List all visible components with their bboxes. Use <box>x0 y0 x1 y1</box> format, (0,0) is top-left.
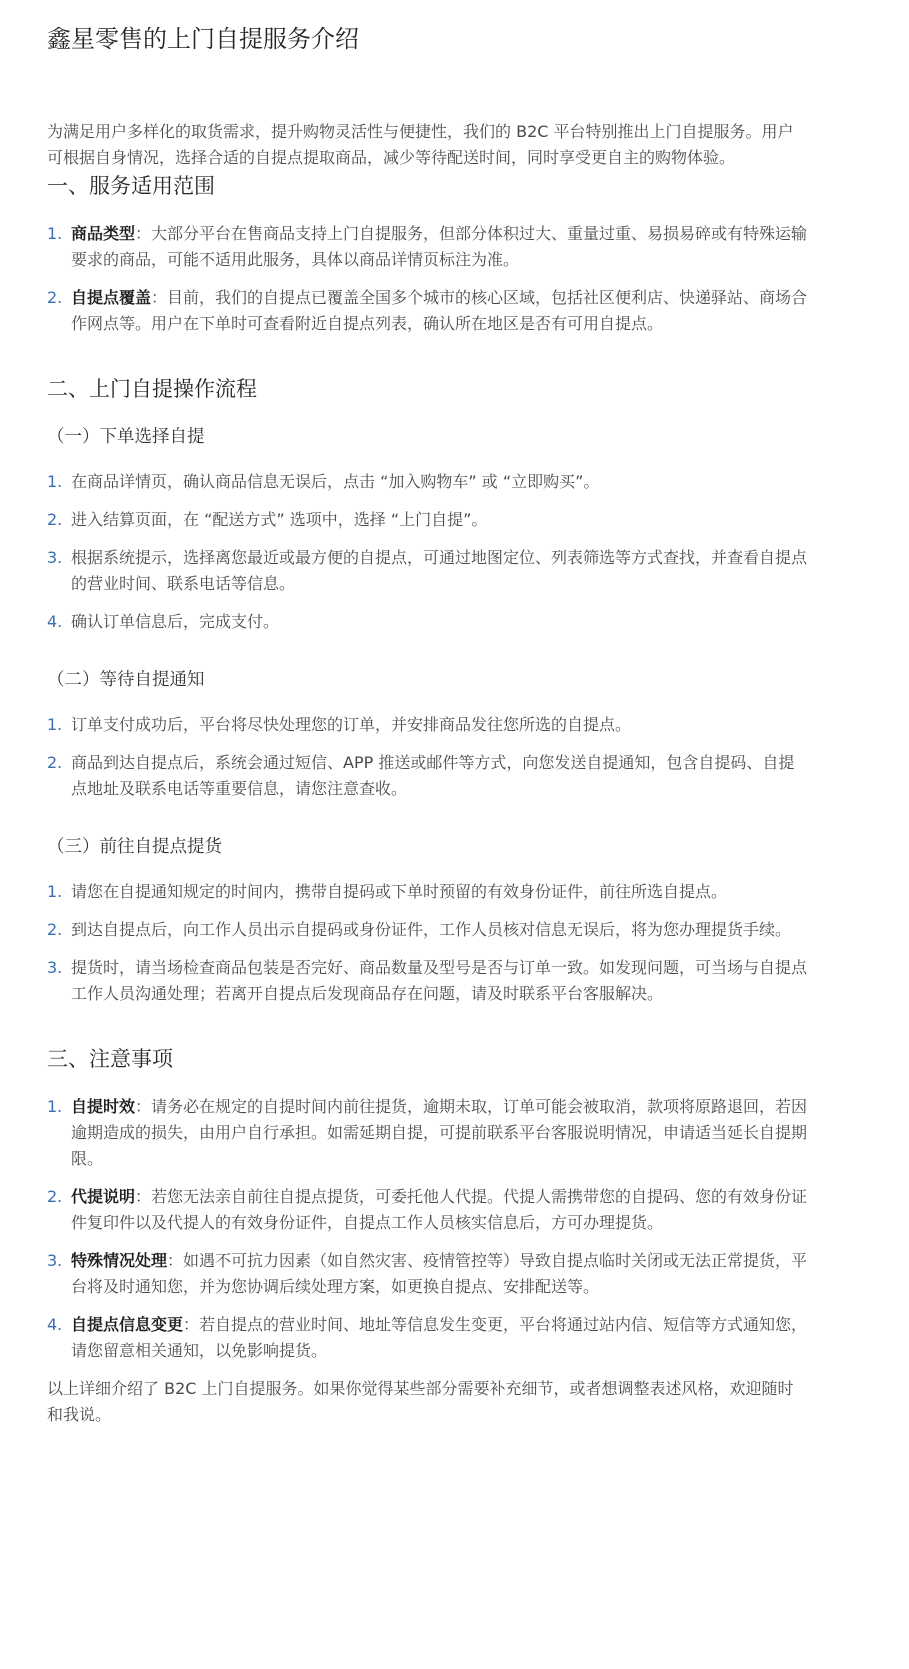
list-number: 1. <box>47 224 63 243</box>
list-number: 4. <box>47 612 63 631</box>
list-number: 3. <box>47 1251 63 1270</box>
list-number: 3. <box>47 958 63 977</box>
list-number: 1. <box>47 882 63 901</box>
list-number: 3. <box>47 548 63 567</box>
list-number: 2. <box>47 753 63 772</box>
list-text: 订单支付成功后，平台将尽快处理您的订单，并安排商品发往您所选的自提点。 <box>71 715 632 734</box>
subsection-heading-order: （一）下单选择自提 <box>47 427 205 447</box>
list-term: 自提时效 <box>71 1097 136 1116</box>
list-text: 进入结算页面，在 “配送方式” 选项中，选择 “上门自提”。 <box>71 510 488 529</box>
list-number: 4. <box>47 1315 63 1334</box>
list-number: 2. <box>47 1187 63 1206</box>
list-text: ：若您无法亲自前往自提点提货，可委托他人代提。代提人需携带您的自提码、您的有效身份证件复印件以及代提人的有效身份证件，自提点工作人员核实信息后，方可办理提货。 <box>71 1187 808 1232</box>
subsection-heading-notice: （二）等待自提通知 <box>47 670 205 690</box>
list-term: 特殊情况处理 <box>71 1251 168 1270</box>
list-item <box>47 879 809 905</box>
subsection-heading-pickup: （三）前往自提点提货 <box>47 837 222 857</box>
list-number: 1. <box>47 472 63 491</box>
list-text: ：大部分平台在售商品支持上门自提服务，但部分体积过大、重量过重、易损易碎或有特殊运输要求的商品，可能不适用此服务，具体以商品详情页标注为准。 <box>71 224 808 269</box>
list-term: 自提点信息变更 <box>71 1315 184 1334</box>
list-number: 2. <box>47 288 63 307</box>
notes-list <box>47 1094 809 1364</box>
list-text: ：目前，我们的自提点已覆盖全国多个城市的核心区域，包括社区便利店、快递驿站、商场合作网点等。用户在下单时可查看附近自提点列表，确认所在地区是否有可用自提点。 <box>71 288 808 333</box>
list-text: ：若自提点的营业时间、地址等信息发生变更，平台将通过站内信、短信等方式通知您，请您留意相关通知，以免影响提货。 <box>71 1315 808 1360</box>
notice-steps-list <box>47 712 809 802</box>
closing-paragraph: 以上详细介绍了 B2C 上门自提服务。如果你觉得某些部分需要补充细节，或者想调整表述风格，欢迎随时和我说。 <box>47 1379 794 1424</box>
list-text: 确认订单信息后，完成支付。 <box>71 612 280 631</box>
list-item <box>47 955 809 1007</box>
page-title: 鑫星零售的上门自提服务介绍 <box>47 25 359 53</box>
section-heading-notes: 三、注意事项 <box>47 1047 173 1071</box>
list-item <box>47 712 809 738</box>
list-item <box>47 1248 809 1300</box>
list-item <box>47 221 809 273</box>
list-item <box>47 507 809 533</box>
list-item <box>47 1312 809 1364</box>
list-number: 1. <box>47 715 63 734</box>
list-number: 1. <box>47 1097 63 1116</box>
list-item <box>47 545 809 597</box>
list-text: 提货时，请当场检查商品包装是否完好、商品数量及型号是否与订单一致。如发现问题，可当场与自提点工作人员沟通处理；若离开自提点后发现商品存在问题，请及时联系平台客服解决。 <box>71 958 808 1003</box>
scope-list <box>47 221 809 337</box>
list-text: 请您在自提通知规定的时间内，携带自提码或下单时预留的有效身份证件，前往所选自提点。 <box>71 882 728 901</box>
pickup-steps-list <box>47 879 809 1007</box>
order-steps-list <box>47 469 809 635</box>
list-item <box>47 1184 809 1236</box>
list-term: 商品类型 <box>71 224 136 243</box>
list-item <box>47 1094 809 1172</box>
intro-paragraph: 为满足用户多样化的取货需求，提升购物灵活性与便捷性，我们的 B2C 平台特别推出上门自提服务。用户可根据自身情况，选择合适的自提点提取商品，减少等待配送时间，同时享受更自主的购物体验。 <box>47 122 794 167</box>
list-text: ：如遇不可抗力因素（如自然灾害、疫情管控等）导致自提点临时关闭或无法正常提货，平台将及时通知您，并为您协调后续处理方案，如更换自提点、安排配送等。 <box>71 1251 808 1296</box>
list-text: 根据系统提示，选择离您最近或最方便的自提点，可通过地图定位、列表筛选等方式查找，并查看自提点的营业时间、联系电话等信息。 <box>71 548 808 593</box>
list-number: 2. <box>47 510 63 529</box>
list-item <box>47 609 809 635</box>
section-heading-scope: 一、服务适用范围 <box>47 174 215 198</box>
list-text: 在商品详情页，确认商品信息无误后，点击 “加入购物车” 或 “立即购买”。 <box>71 472 600 491</box>
list-item <box>47 469 809 495</box>
list-text: ：请务必在规定的自提时间内前往提货，逾期未取，订单可能会被取消，款项将原路退回，若因逾期造成的损失，由用户自行承担。如需延期自提，可提前联系平台客服说明情况，申请适当延长自提期限。 <box>71 1097 808 1168</box>
section-heading-process: 二、上门自提操作流程 <box>47 377 257 401</box>
list-item <box>47 917 809 943</box>
list-item <box>47 750 809 802</box>
list-text: 商品到达自提点后，系统会通过短信、APP 推送或邮件等方式，向您发送自提通知，包含自提码、自提点地址及联系电话等重要信息，请您注意查收。 <box>71 753 795 798</box>
list-term: 代提说明 <box>71 1187 136 1206</box>
list-text: 到达自提点后，向工作人员出示自提码或身份证件，工作人员核对信息无误后，将为您办理提货手续。 <box>71 920 792 939</box>
list-number: 2. <box>47 920 63 939</box>
list-term: 自提点覆盖 <box>71 288 152 307</box>
list-item <box>47 285 809 337</box>
